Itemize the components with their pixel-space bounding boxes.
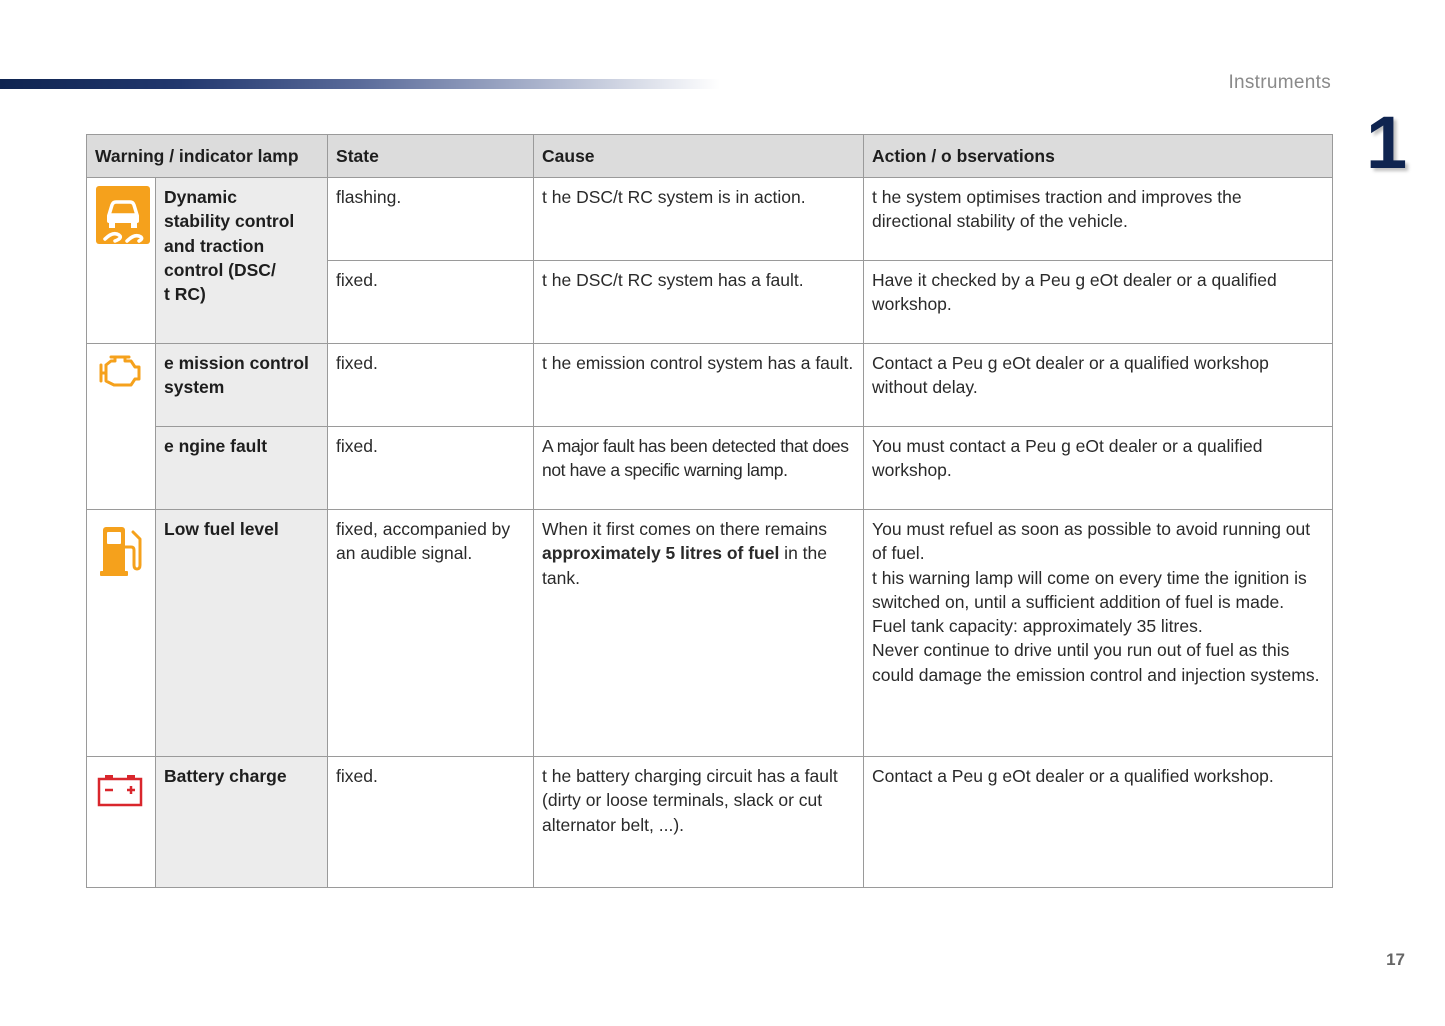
state-cell: fixed. <box>328 261 534 344</box>
lamp-name-battery: Battery charge <box>156 757 328 888</box>
table-row <box>87 178 1333 261</box>
battery-icon <box>95 772 145 808</box>
skid-car-icon <box>95 185 151 245</box>
state-cell: fixed, accompanied by an audible signal. <box>328 510 534 757</box>
fuel-pump-icon <box>95 523 145 579</box>
header-gradient-bar <box>0 79 720 89</box>
column-header-lamp: Warning / indicator lamp <box>87 135 328 178</box>
icon-cell <box>87 344 156 510</box>
cause-cell: t he emission control system has a fault. <box>534 344 864 427</box>
lamp-name-engine-fault: e ngine fault <box>156 427 328 510</box>
table-row <box>87 510 1333 757</box>
cause-cell: t he DSC/t RC system has a fault. <box>534 261 864 344</box>
cause-cell: t he DSC/t RC system is in action. <box>534 178 864 261</box>
table-row <box>87 344 1333 427</box>
icon-cell <box>87 757 156 888</box>
engine-icon <box>95 351 145 391</box>
action-cell: Have it checked by a Peu g eOt dealer or a qualified workshop. <box>864 261 1333 344</box>
section-title: Instruments <box>1228 72 1331 93</box>
action-cell: Contact a Peu g eOt dealer or a qualified workshop. <box>864 757 1333 888</box>
icon-cell <box>87 510 156 757</box>
page-number: 17 <box>1386 950 1405 969</box>
action-cell: t he system optimises traction and improves the directional stability of the vehicle. <box>864 178 1333 261</box>
cause-cell: t he battery charging circuit has a fault (dirty or loose terminals, slack or cut alternator belt, ...). <box>534 757 864 888</box>
action-cell: You must refuel as soon as possible to avoid running out of fuel. t his warning lamp will come on every time the ignition is switched on, until a sufficient addition of fuel is made. Fuel tank capacity: approximately 35 litres. Never continue to drive until you run out of fuel as this could damage the emission control and injection systems. <box>864 510 1333 757</box>
state-cell: fixed. <box>328 427 534 510</box>
lamp-name-emission: e mission control system <box>156 344 328 427</box>
warning-lamps-table <box>86 134 1333 888</box>
state-cell: fixed. <box>328 344 534 427</box>
chapter-number: 1 <box>1366 101 1408 184</box>
action-cell: You must contact a Peu g eOt dealer or a qualified workshop. <box>864 427 1333 510</box>
action-cell: Contact a Peu g eOt dealer or a qualified workshop without delay. <box>864 344 1333 427</box>
state-cell: flashing. <box>328 178 534 261</box>
column-header-cause: Cause <box>534 135 864 178</box>
table-row <box>87 757 1333 888</box>
lamp-name-fuel: Low fuel level <box>156 510 328 757</box>
icon-cell <box>87 178 156 344</box>
column-header-action: Action / o bservations <box>864 135 1333 178</box>
table-row <box>87 427 1333 510</box>
state-cell: fixed. <box>328 757 534 888</box>
lamp-name-dsc: Dynamic stability control and traction control (DSC/ t RC) <box>156 178 328 344</box>
cause-cell: When it first comes on there remains approximately 5 litres of fuel in the tank. <box>534 510 864 757</box>
table-header-row <box>87 135 1333 178</box>
cause-cell: A major fault has been detected that does not have a specific warning lamp. <box>534 427 864 510</box>
column-header-state: State <box>328 135 534 178</box>
